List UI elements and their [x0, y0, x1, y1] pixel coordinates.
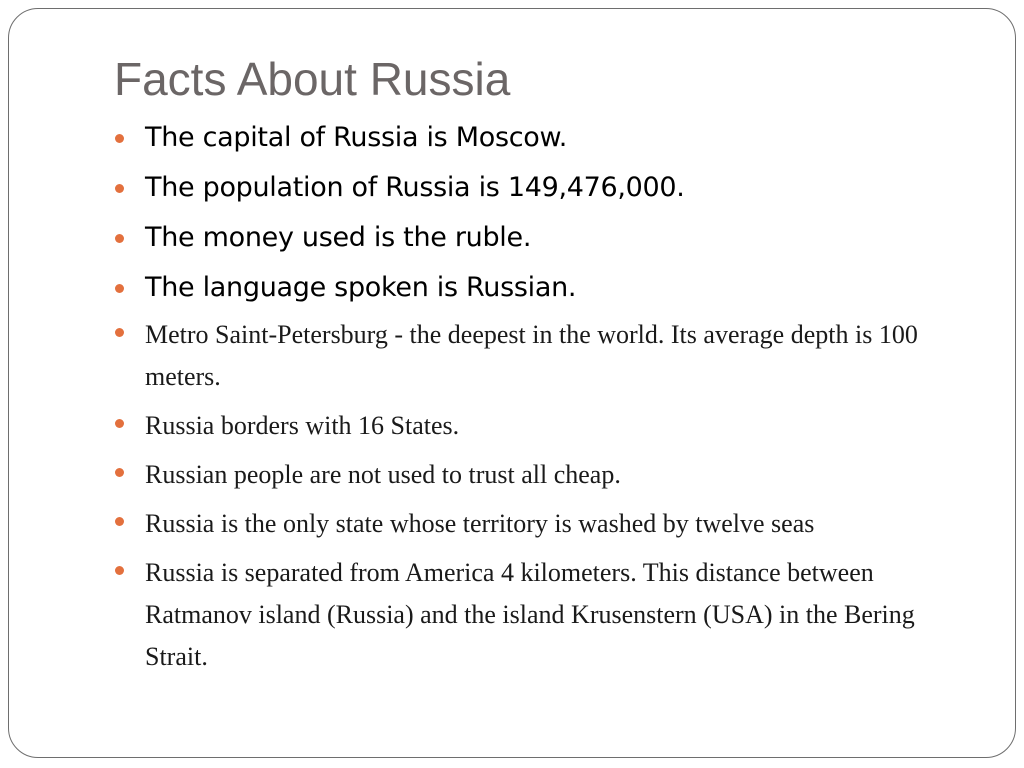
bullet-text: Russia is separated from America 4 kilometers. This distance between Ratmanov island (Russia) and the island Krusenstern (USA) in the Bering Strait. — [145, 558, 915, 671]
bullet-item-seas — [114, 503, 944, 545]
bullet-dot-icon — [115, 468, 124, 477]
bullet-item-metro — [114, 314, 944, 398]
bullet-item-language — [114, 268, 944, 308]
bullet-dot-icon — [115, 284, 124, 293]
bullet-text: The population of Russia is 149,476,000. — [145, 172, 685, 203]
bullet-dot-icon — [115, 234, 124, 243]
bullet-text: Russia is the only state whose territory is washed by twelve seas — [145, 509, 815, 538]
bullet-dot-icon — [115, 134, 124, 143]
bullet-item-money — [114, 218, 944, 258]
bullet-dot-icon — [115, 328, 124, 337]
bullet-text: The capital of Russia is Moscow. — [145, 122, 568, 153]
bullet-text: Russia borders with 16 States. — [145, 411, 460, 440]
bullet-list — [114, 118, 944, 685]
bullet-dot-icon — [115, 566, 124, 575]
bullet-text: Metro Saint-Petersburg - the deepest in the world. Its average depth is 100 meters. — [145, 320, 918, 391]
bullet-text: The money used is the ruble. — [145, 222, 532, 253]
bullet-dot-icon — [115, 419, 124, 428]
bullet-item-borders — [114, 405, 944, 447]
bullet-dot-icon — [115, 184, 124, 193]
bullet-text: Russian people are not used to trust all cheap. — [145, 460, 621, 489]
bullet-item-capital — [114, 118, 944, 158]
bullet-item-america — [114, 552, 944, 678]
bullet-item-people — [114, 454, 944, 496]
bullet-dot-icon — [115, 517, 124, 526]
bullet-item-population — [114, 168, 944, 208]
slide-title: Facts About Russia — [114, 53, 511, 105]
bullet-text: The language spoken is Russian. — [145, 272, 577, 303]
